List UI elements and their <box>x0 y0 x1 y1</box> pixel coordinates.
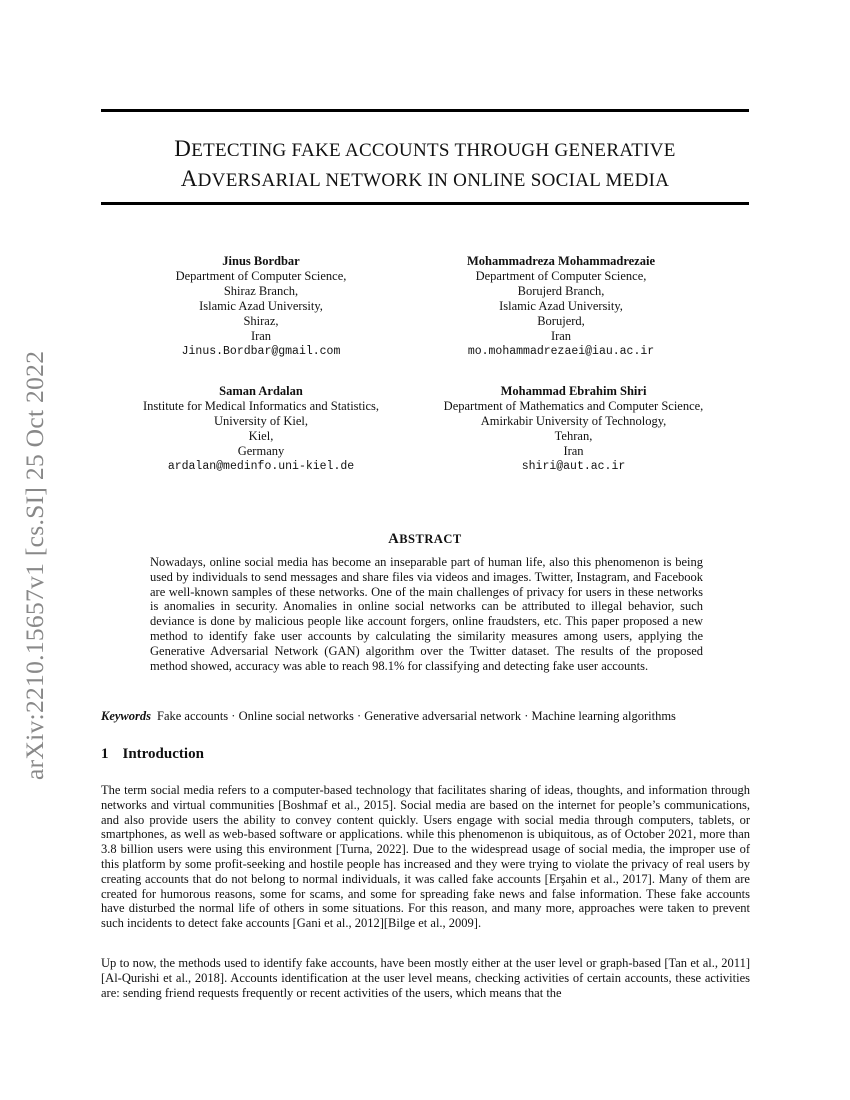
affiliation-line: Iran <box>250 329 272 343</box>
author-card <box>411 254 711 359</box>
author-block <box>101 254 749 484</box>
title-line-1: DETECTING FAKE ACCOUNTS THROUGH GENERATIVE <box>174 136 676 161</box>
body-paragraph: The term social media refers to a computer-based technology that facilitates sharing of ideas, thoughts, and information through networks and virtual communities [Boshmaf et al., 2015]. Social media are based on the internet for people’s communications, and also provide users the ability to convey content quickly. Users engage with social media through computers, tablets, or smartphones, as well as web-based software or applications. while this phenomenon is ubiquitous, as of October 2021, more than 3.8 billion users were using this environment [Turna, 2022]. Due to the widespread usage of social media, the improper use of this platform by some profit-seeking and hostile people has increased and they were trying to violate the privacy of real users by creating accounts that do not belong to normal individuals, it was called fake accounts [Erşahin et al., 2017]. Many of them are created for humorous reasons, some for scams, and some for spreading fake news and false information. These fake accounts have disturbed the normal life of others in some situations. For this reason, and many more, approaches were taken to prevent such incidents to detect fake accounts [Gani et al., 2012][Bilge et al., 2009]. <box>101 783 750 931</box>
affiliation-line: Islamic Azad University, <box>499 299 623 313</box>
affiliation-line: Iran <box>563 444 584 458</box>
affiliation-line: Borujerd Branch, <box>517 284 605 298</box>
section-heading <box>101 746 204 763</box>
paper-title <box>101 135 749 195</box>
affiliation-line: Shiraz Branch, <box>223 284 299 298</box>
affiliation-line: Germany <box>237 444 285 458</box>
author-email[interactable]: ardalan@medinfo.uni-kiel.de <box>167 460 355 473</box>
affiliation-line: Department of Computer Science, <box>175 269 347 283</box>
affiliation-line: Department of Mathematics and Computer Science, <box>443 399 704 413</box>
keywords-text: Fake accounts · Online social networks · Generative adversarial network · Machine learning algorithms <box>157 709 676 723</box>
affiliation-line: Institute for Medical Informatics and Statistics, <box>142 399 380 413</box>
title-bottom-rule <box>101 202 749 205</box>
affiliation-line: Shiraz, <box>243 314 279 328</box>
author-name: Jinus Bordbar <box>222 254 300 268</box>
section-title: Introduction <box>122 746 204 762</box>
author-name: Mohammad Ebrahim Shiri <box>500 384 647 398</box>
body-paragraph: Up to now, the methods used to identify fake accounts, have been mostly either at the user level or graph-based [Tan et al., 2011][Al-Qurishi et al., 2018]. Accounts identification at the user level means, checking activities of certain accounts, these activities are: sending friend requests frequently or recent activities of the users, which means that the <box>101 956 750 1000</box>
title-top-rule <box>101 109 749 112</box>
affiliation-line: Kiel, <box>248 429 274 443</box>
author-email[interactable]: Jinus.Bordbar@gmail.com <box>181 345 341 358</box>
affiliation-line: Department of Computer Science, <box>475 269 647 283</box>
author-email[interactable]: mo.mohammadrezaei@iau.ac.ir <box>467 345 655 358</box>
affiliation-line: University of Kiel, <box>213 414 309 428</box>
abstract-text: Nowadays, online social media has become an inseparable part of human life, also this phenomenon is being used by individuals to send messages and share files via videos and images. Twitter, Instagram, and Facebook are well-known samples of these networks. One of the main challenges of privacy for users in these networks is anomalies in security. Anomalies in online social networks can be attributed to illegal behavior, such deviance is done by malicious people like account forgers, online fraudsters, etc. This paper proposed a new method to identify fake user accounts by calculating the similarity measures among users, applying the Generative Adversarial Network (GAN) algorithm over the Twitter dataset. The results of the proposed method showed, accuracy was able to reach 98.1% for classifying and detecting fake user accounts. <box>150 555 703 673</box>
author-name: Mohammadreza Mohammadrezaie <box>466 254 656 268</box>
author-name: Saman Ardalan <box>219 384 303 398</box>
author-card <box>111 384 411 474</box>
keywords <box>101 709 751 724</box>
affiliation-line: Iran <box>550 329 572 343</box>
arxiv-identifier[interactable]: arXiv:2210.15657v1 [cs.SI] 25 Oct 2022 <box>20 350 49 780</box>
affiliation-line: Amirkabir University of Technology, <box>480 414 667 428</box>
author-email[interactable]: shiri@aut.ac.ir <box>521 460 626 473</box>
title-line-2: ADVERSARIAL NETWORK IN ONLINE SOCIAL MEDIA <box>180 166 670 191</box>
affiliation-line: Islamic Azad University, <box>199 299 323 313</box>
author-card <box>411 384 736 474</box>
keywords-label: Keywords <box>101 709 151 723</box>
section-number: 1 <box>101 746 109 762</box>
affiliation-line: Tehran, <box>554 429 593 443</box>
author-card <box>121 254 401 359</box>
abstract-heading: ABSTRACT <box>388 531 462 547</box>
affiliation-line: Borujerd, <box>537 314 585 328</box>
